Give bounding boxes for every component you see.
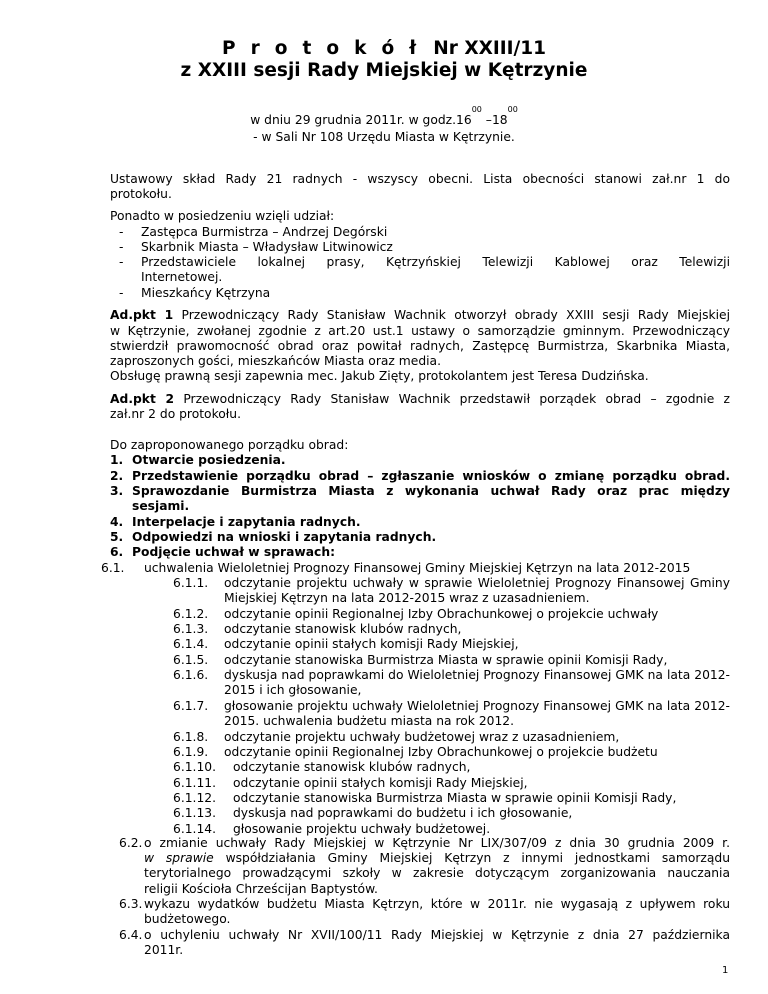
agenda-subsub-item: odczytanie stanowiska Burmistrza Miasta w sprawie opinii Komisji Rady, [233, 790, 677, 805]
agenda-sub-item: o zmianie uchwały Rady Miejskiej w Kętrzynie Nr LIX/307/09 z dnia 30 grudnia 2009 r. [144, 836, 730, 850]
attendance-dash: - [119, 286, 124, 300]
protocol-number: Nr XXIII/11 [433, 38, 547, 59]
attendance-intro: Ponadto w posiedzeniu wzięli udział: [110, 209, 335, 223]
page-number: 1 [722, 965, 729, 976]
session-place: - w Sali Nr 108 Urzędu Miasta w Kętrzynie. [253, 130, 515, 144]
agenda-subsub-num: 6.1.9. [173, 744, 209, 759]
ad2-line: zał.nr 2 do protokołu. [110, 407, 241, 421]
agenda-sub-num: 6.3. [119, 897, 143, 911]
agenda-subsub-item: odczytanie opinii stałych komisji Rady Miejskiej, [233, 775, 528, 790]
attendance-item: Przedstawiciele lokalnej prasy, Kętrzyńskiej Telewizji Kablowej oraz Telewizji [141, 255, 730, 269]
attendance-item: Zastępca Burmistrza – Andrzej Degórski [141, 225, 388, 239]
agenda-subsub-num: 6.1.12. [173, 790, 217, 805]
agenda-subsub-item-cont: 2015 i ich głosowanie, [224, 683, 362, 698]
ad1-line: Obsługę prawną sesji zapewnia mec. Jakub Zięty, protokolantem jest Teresa Dudzińska. [110, 369, 649, 383]
ad1-line [110, 308, 730, 323]
agenda-subsub-num: 6.1.1. [173, 576, 209, 590]
composition-line-1: Ustawowy skład Rady 21 radnych - wszyscy obecni. Lista obecności stanowi zał.nr 1 do [110, 172, 730, 186]
agenda-subsub-num: 6.1.14. [173, 821, 217, 836]
agenda-sub-num: 6.1. [101, 561, 125, 575]
attendance-dash: - [119, 240, 124, 254]
agenda-subsub-num: 6.1.5. [173, 652, 209, 667]
agenda-subsub-item: odczytanie opinii Regionalnej Izby Obrachunkowej o projekcie budżetu [224, 744, 658, 759]
agenda-subsub-num: 6.1.8. [173, 729, 209, 744]
protocol-title [0, 38, 768, 60]
composition-line-2: protokołu. [110, 187, 172, 201]
ad1-line: w Kętrzynie, zwołanej zgodnie z art.20 ust.1 ustawy o samorządzie gminnym. Przewodniczący [110, 324, 730, 338]
date-mid: –18 [481, 113, 508, 127]
agenda-item: Sprawozdanie Burmistrza Miasta z wykonania uchwał Rady oraz prac między [132, 484, 730, 498]
ad1-line: zaproszonych gości, mieszkańców Miasta oraz media. [110, 354, 441, 368]
agenda-subsub-item: odczytanie projektu uchwały w sprawie Wieloletniej Prognozy Finansowej Gminy [224, 576, 730, 590]
agenda-sub-item: uchwalenia Wieloletniej Prognozy Finansowej Gminy Miejskiej Kętrzyn na lata 2012-2015 [144, 561, 691, 575]
attendance-item: Mieszkańcy Kętrzyna [141, 286, 271, 300]
agenda-num: 1. [110, 453, 124, 467]
time-end-minutes: 00 [507, 105, 518, 114]
agenda-subsub-item: dyskusja nad poprawkami do budżetu i ich głosowanie, [233, 806, 573, 821]
agenda-num: 4. [110, 515, 124, 529]
agenda-subsub-item: dyskusja nad poprawkami do Wieloletniej Prognozy Finansowej GMK na lata 2012- [224, 668, 730, 683]
attendance-dash: - [119, 255, 124, 269]
ad1-label: Ad.pkt 1 [110, 308, 174, 322]
italic-phrase: w sprawie [144, 851, 214, 865]
agenda-subsub-item: odczytanie opinii stałych komisji Rady Miejskiej, [224, 637, 519, 652]
agenda-item: Otwarcie posiedzenia. [132, 453, 286, 467]
agenda-sub-item: wykazu wydatków budżetu Miasta Kętrzyn, które w 2011r. nie wygasają z upływem roku [144, 897, 730, 911]
date-text: w dniu 29 grudnia 2011r. w godz.16 [250, 113, 472, 127]
agenda-subsub-num: 6.1.6. [173, 668, 209, 683]
agenda-sub-item-cont: budżetowego. [144, 912, 231, 926]
agenda-subsub-num: 6.1.7. [173, 698, 209, 713]
agenda-subsub-num: 6.1.11. [173, 775, 217, 790]
protocol-word: P r o t o k ó ł [221, 38, 421, 59]
agenda-subsub-item: odczytanie stanowisk klubów radnych, [224, 622, 462, 637]
agenda-sub-item-cont [144, 851, 730, 866]
agenda-subsub-item: głosowanie projektu uchwały budżetowej. [233, 821, 491, 836]
agenda-subsub-item: głosowanie projektu uchwały Wieloletniej Prognozy Finansowej GMK na lata 2012- [224, 698, 730, 713]
agenda-subsub-item: odczytanie opinii Regionalnej Izby Obrachunkowej o projekcie uchwały [224, 606, 659, 621]
agenda-num: 2. [110, 469, 124, 483]
ad2-label: Ad.pkt 2 [110, 392, 175, 406]
agenda-item-cont: sesjami. [132, 499, 190, 513]
agenda-subsub-num: 6.1.4. [173, 637, 209, 652]
agenda-subsub-num: 6.1.3. [173, 622, 209, 637]
agenda-sub-item-cont: terytorialnego prowadzącymi szkoły w zakresie dotyczącym zorganizowania nauczania [144, 866, 730, 880]
agenda-item: Przedstawienie porządku obrad – zgłaszanie wniosków o zmianę porządku obrad. [132, 469, 730, 483]
agenda-sub-item-cont: religii Kościoła Chrześcijan Baptystów. [144, 882, 378, 896]
agenda-sub-num: 6.4. [119, 928, 143, 942]
agenda-subsub-item: odczytanie projektu uchwały budżetowej wraz z uzasadnieniem, [224, 729, 620, 744]
session-date [0, 105, 768, 128]
agenda-item: Podjęcie uchwał w sprawach: [132, 545, 335, 559]
agenda-intro: Do zaproponowanego porządku obrad: [110, 438, 349, 452]
agenda-sub-item: o uchyleniu uchwały Nr XVII/100/11 Rady Miejskiej w Kętrzynie z dnia 27 października [144, 928, 730, 942]
ad2-line [110, 392, 730, 407]
agenda-sub-num: 6.2. [119, 836, 143, 850]
session-subtitle: z XXIII sesji Rady Miejskiej w Kętrzynie [180, 60, 588, 81]
attendance-item-cont: Internetowej. [141, 270, 223, 284]
attendance-item: Skarbnik Miasta – Władysław Litwinowicz [141, 240, 393, 254]
agenda-sub-item-cont: 2011r. [144, 943, 184, 957]
agenda-subsub-item: odczytanie stanowisk klubów radnych, [233, 760, 471, 775]
agenda-subsub-item: odczytanie stanowiska Burmistrza Miasta w sprawie opinii Komisji Rady, [224, 652, 668, 667]
agenda-subsub-item-cont: Miejskiej Kętrzyn na lata 2012-2015 wraz z uzasadnieniem. [224, 591, 590, 606]
ad1-line: stwierdził prawomocność obrad oraz powitał radnych, Zastępcę Burmistrza, Skarbnika Miasta, [110, 339, 730, 353]
agenda-num: 6. [110, 545, 124, 559]
time-start-minutes: 00 [471, 105, 482, 114]
agenda-item: Interpelacje i zapytania radnych. [132, 515, 361, 529]
ad2-text: Przewodniczący Rady Stanisław Wachnik przedstawił porządek obrad – zgodnie z [174, 392, 731, 406]
agenda-subsub-num: 6.1.13. [173, 806, 217, 821]
agenda-num: 3. [110, 484, 124, 498]
attendance-dash: - [119, 225, 124, 239]
agenda-num: 5. [110, 530, 124, 544]
agenda-subsub-num: 6.1.2. [173, 606, 209, 621]
agenda-item: Odpowiedzi na wnioski i zapytania radnych. [132, 530, 437, 544]
agenda-subsub-num: 6.1.10. [173, 760, 217, 775]
text-rest: współdziałania Gminy Miejskiej Kętrzyn z innymi jednostkami samorządu [213, 851, 730, 865]
ad1-text: Przewodniczący Rady Stanisław Wachnik otworzył obrady XXIII sesji Rady Miejskiej [173, 308, 731, 322]
agenda-subsub-item-cont: 2015. uchwalenia budżetu miasta na rok 2012. [224, 714, 515, 729]
